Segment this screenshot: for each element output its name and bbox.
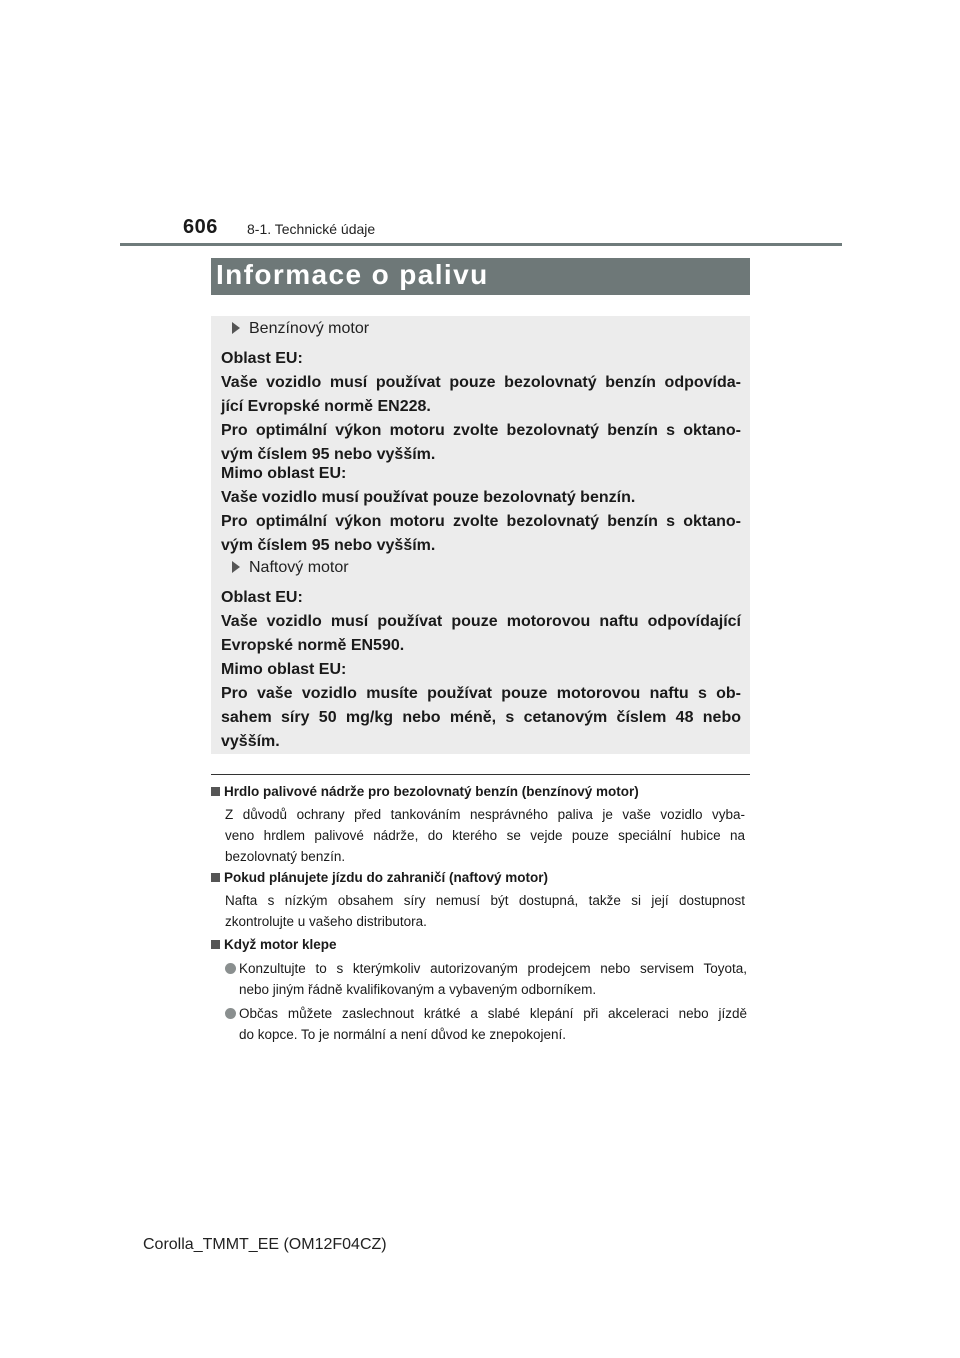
fuel-info-box (211, 316, 750, 754)
text-line: sahem síry 50 mg/kg nebo méně, s cetanovým číslem 48 nebo (221, 709, 741, 726)
text-line: Pro optimální výkon motoru zvolte bezolovnatý benzín s oktano- (221, 422, 741, 439)
header-divider (120, 243, 842, 246)
text-line: Konzultujte to s kterýmkoliv autorizovaným prodejcem nebo servisem Toyota, (239, 961, 747, 976)
text-line: Pro optimální výkon motoru zvolte bezolovnatý benzín s oktano- (221, 513, 741, 530)
text-line: zkontrolujte u vašeho distributora. (225, 914, 427, 929)
petrol-non-eu-paragraph (221, 462, 741, 558)
diesel-eu-paragraph (221, 586, 741, 658)
petrol-eu-label: Oblast EU: (221, 350, 303, 367)
note-body (225, 890, 745, 932)
text-line: Vaše vozidlo musí používat pouze motorovou naftu odpovídající (221, 613, 741, 630)
text-line: do kopce. To je normální a není důvod ke znepokojení. (239, 1027, 566, 1042)
note-heading: Když motor klepe (211, 937, 337, 952)
square-bullet-icon (211, 940, 220, 949)
list-item (225, 958, 747, 1000)
document-footer: Corolla_TMMT_EE (OM12F04CZ) (143, 1236, 387, 1253)
text-line: Nafta s nízkým obsahem síry nemusí být dostupná, takže si její dostupnost (225, 893, 745, 908)
diesel-heading: Naftový motor (232, 559, 349, 577)
page-title-bar (211, 258, 750, 295)
text-line: jící Evropské normě EN228. (221, 398, 431, 415)
text-line: bezolovnatý benzín. (225, 849, 346, 864)
diesel-non-eu-label: Mimo oblast EU: (221, 661, 347, 678)
text-line: Vaše vozidlo musí používat pouze bezolovnatý benzín. (221, 489, 636, 506)
diesel-non-eu-paragraph (221, 658, 741, 754)
text-line: vyšším. (221, 733, 280, 750)
square-bullet-icon (211, 873, 220, 882)
text-line: Občas můžete zaslechnout krátké a slabé klepání při akceleraci nebo jízdě (239, 1006, 747, 1021)
petrol-eu-paragraph (221, 347, 741, 467)
triangle-right-icon (232, 322, 240, 334)
note-heading: Pokud plánujete jízdu do zahraničí (naftový motor) (211, 870, 548, 885)
note-heading: Hrdlo palivové nádrže pro bezolovnatý benzín (benzínový motor) (211, 784, 639, 799)
text-line: Pro vaše vozidlo musíte používat pouze motorovou naftu s ob- (221, 685, 741, 702)
triangle-right-icon (232, 561, 240, 573)
section-label: 8-1. Technické údaje (247, 221, 376, 237)
petrol-non-eu-label: Mimo oblast EU: (221, 465, 347, 482)
text-line: vým číslem 95 nebo vyšším. (221, 537, 436, 554)
text-line: Z důvodů ochrany před tankováním nesprávného paliva je vaše vozidlo vyba- (225, 807, 745, 822)
note-body (225, 804, 745, 867)
square-bullet-icon (211, 787, 220, 796)
text-line: veno hrdlem palivové nádrže, do kterého se vejde pouze speciální hubice na (225, 828, 745, 843)
diesel-eu-label: Oblast EU: (221, 589, 303, 606)
circle-bullet-icon (225, 963, 236, 974)
text-line: Vaše vozidlo musí používat pouze bezolovnatý benzín odpovída- (221, 374, 741, 391)
petrol-heading: Benzínový motor (232, 320, 369, 338)
list-item (225, 1003, 747, 1045)
text-line: nebo jiným řádně kvalifikovaným a vybaveným odborníkem. (239, 982, 597, 997)
page-title: Informace o palivu (216, 259, 489, 290)
page-number: 606 (183, 216, 218, 238)
circle-bullet-icon (225, 1008, 236, 1019)
text-line: vým číslem 95 nebo vyšším. (221, 446, 436, 463)
text-line: Evropské normě EN590. (221, 637, 405, 654)
notes-divider (211, 774, 750, 775)
